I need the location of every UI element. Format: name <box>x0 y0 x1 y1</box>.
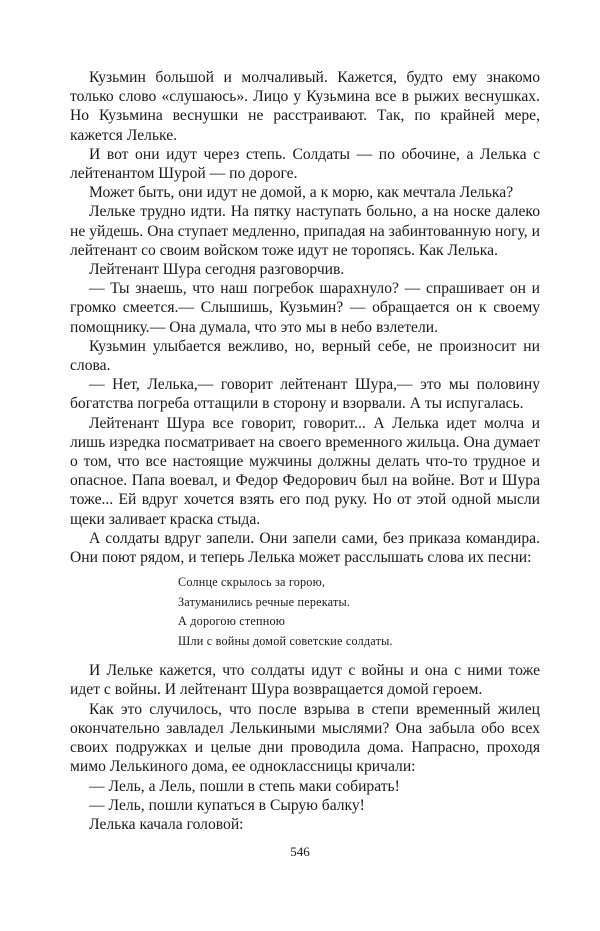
verse-line: Солнце скрылось за горою, <box>178 575 326 590</box>
paragraph: Кузьмин улыбается вежливо, но, верный себе, не произносит ни слова. <box>70 337 540 375</box>
paragraph: Лейтенант Шура все говорит, говорит... А Лелька идет молча и лишь изредка посматривает на своего временного жильца. Она думает о том, что все настоящие мужчины должны делать что-то трудное и опасное. Папа воевал, и Федор Федорович был на войне. Вот и Шура тоже... Ей вдруг хочется взять его под руку. Но от этой одной мысли щеки заливает краска стыда. <box>70 414 540 528</box>
paragraph: Лейтенант Шура сегодня разговорчив. <box>89 261 345 279</box>
verse-line: А дорогою степною <box>178 614 286 629</box>
paragraph: — Нет, Лелька,— говорит лейтенант Шура,— это мы половину богатства погреба оттащили в сторону и взорвали. А ты испугалась. <box>70 376 540 413</box>
paragraph: А солдаты вдруг запели. Они запели сами, без приказа командира. Они поют рядом, и теперь Лелька может расслышать слова их песни: <box>70 529 540 567</box>
paragraph: Лельке трудно идти. На пятку наступать больно, а на носке далеко не уйдешь. Она ступает медленно, припадая на забинтованную ногу, и лейтенант со своим войском тоже идут не торопясь. Как Лелька. <box>70 203 540 259</box>
verse-line: Шли с войны домой советские солдаты. <box>178 633 393 648</box>
paragraph: — Лель, а Лель, пошли в степь маки собирать! <box>89 777 400 795</box>
paragraph: Может быть, они идут не домой, а к морю, как мечтала Лелька? <box>89 184 514 202</box>
paragraph: Лелька качала головой: <box>89 815 244 833</box>
paragraph: Как это случилось, что после взрыва в степи временный жилец окончательно завладел Лелькиными мыслями? Она забыла обо всех своих подружках и целые дни проводила дома. Напрасно, проходя мимо Лелькиного дома, ее одноклассницы кричали: <box>70 700 540 776</box>
verse-line: Затуманились речные перекаты. <box>178 594 351 609</box>
paragraph: И Лельке кажется, что солдаты идут с войны и она с ними тоже идет с войны. И лейтенант Шура возвращается домой героем. <box>70 662 540 699</box>
song-verse <box>178 573 540 651</box>
paragraph: И вот они идут через степь. Солдаты — по обочине, а Лелька с лейтенантом Шурой — по дороге. <box>70 145 540 183</box>
page-number: 546 <box>290 844 310 859</box>
paragraph: — Ты знаешь, что наш погребок шарахнуло? — спрашивает он и громко смеется.— Слышишь, Кузьмин? — обращается он к своему помощнику.— Она думала, что это мы в небо взлетели. <box>70 280 540 336</box>
paragraph: — Лель, пошли купаться в Сырую балку! <box>89 796 365 814</box>
body-text <box>70 68 540 834</box>
paragraph: Кузьмин большой и молчаливый. Кажется, будто ему знакомо только слово «слушаюсь». Лицо у Кузьмина все в рыжих веснушках. Но Кузьмина веснушки не расстраивают. Так, по крайней мере, кажется Лельке. <box>70 69 540 144</box>
